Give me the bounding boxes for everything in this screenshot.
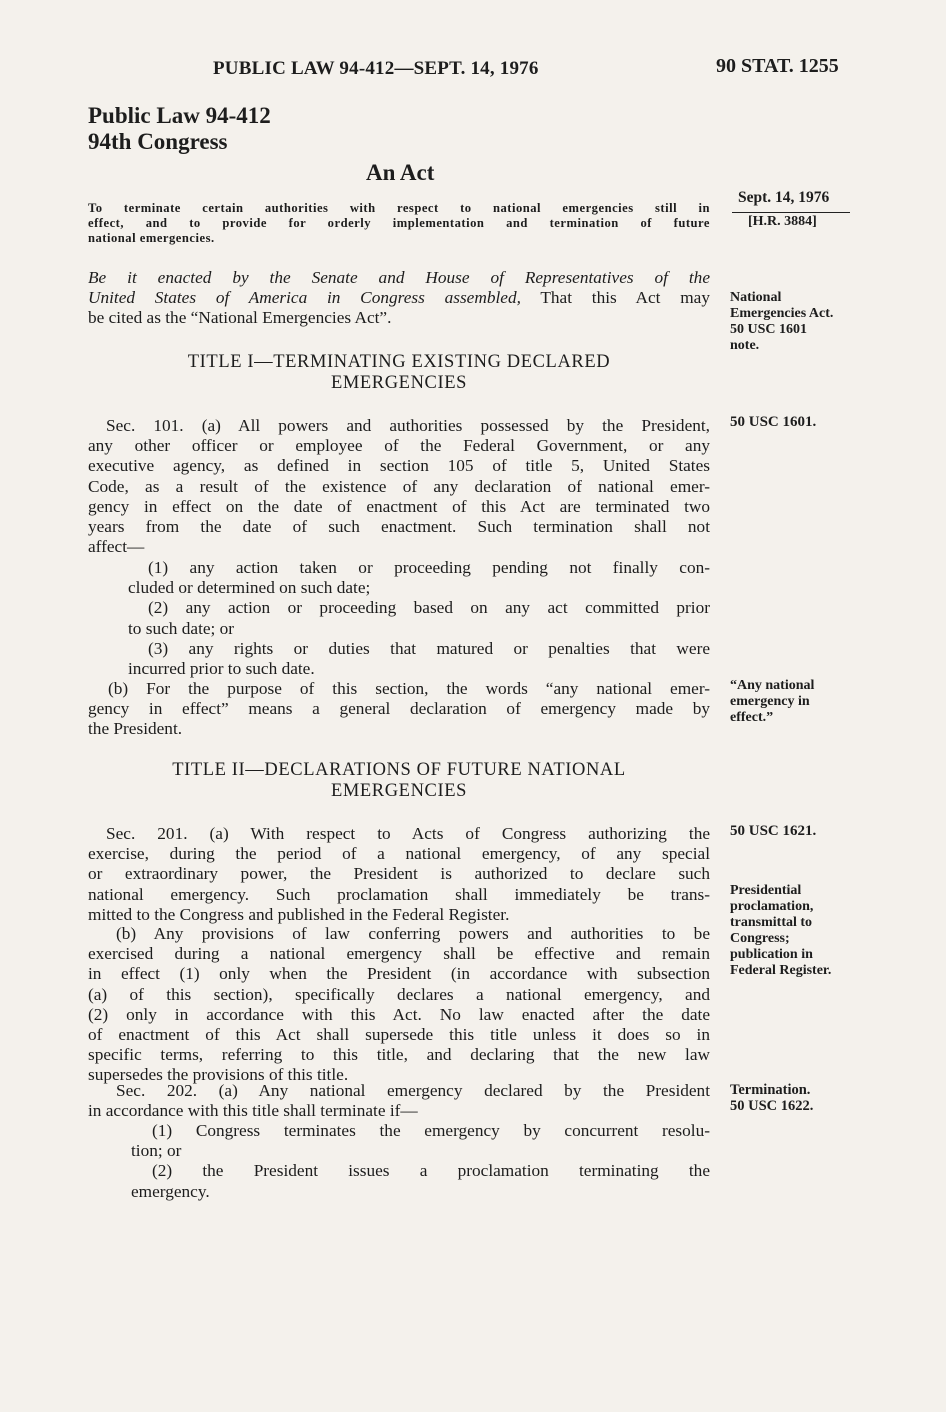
margin-note-usc-1621: 50 USC 1621.: [730, 823, 817, 839]
margin-line: publication in: [730, 947, 813, 962]
margin-line: Termination.: [730, 1082, 811, 1098]
margin-note-any-national-emergency: [730, 678, 860, 726]
sec101-line: executive agency, as defined in section 105 of title 5, United States: [88, 456, 710, 476]
title-1-line: EMERGENCIES: [330, 373, 468, 393]
sec101-item: (3) any rights or duties that matured or penalties that were: [148, 638, 710, 658]
sec101-line: Sec. 101. (a) All powers and authorities possessed by the President,: [106, 416, 710, 435]
margin-line: emergency in: [730, 694, 810, 709]
running-header-left: PUBLIC LAW 94-412—SEPT. 14, 1976: [213, 58, 539, 79]
sec202-item: emergency.: [131, 1181, 210, 1201]
sec101-item: (1) any action taken or proceeding pending not finally con-: [148, 558, 710, 577]
title-1-heading: [88, 352, 710, 394]
purpose-line: national emergencies.: [88, 231, 215, 245]
margin-line: 50 USC 1622.: [730, 1098, 814, 1114]
sec201a-line: exercise, during the period of a national emergency, of any special: [88, 844, 710, 864]
margin-line: “Any national: [730, 678, 815, 693]
congress-number: 94th Congress: [88, 129, 228, 154]
section-101-items: [88, 558, 710, 679]
margin-line: note.: [730, 338, 760, 353]
sec101-item: incurred prior to such date.: [128, 659, 315, 679]
sec101-line: years from the date of such enactment. Such termination shall not: [88, 517, 710, 537]
sec201b-line: exercised during a national emergency shall be effective and remain: [88, 944, 710, 964]
sec202-item: (1) Congress terminates the emergency by concurrent resolu-: [152, 1121, 710, 1140]
sec201a-line: national emergency. Such proclamation shall immediately be trans-: [88, 884, 710, 904]
sec201b-line: of enactment of this Act shall supersede this title unless it does so in: [88, 1025, 710, 1045]
sec201a-line: Sec. 201. (a) With respect to Acts of Congress authorizing the: [106, 824, 710, 843]
title-2-line: TITLE II—DECLARATIONS OF FUTURE NATIONAL: [172, 760, 626, 780]
section-201-a: [88, 824, 710, 925]
sec101-line: Code, as a result of the existence of any declaration of national emer-: [88, 476, 710, 496]
sec101b-line: the President.: [88, 719, 183, 739]
section-202-a: [88, 1081, 710, 1121]
margin-line: 50 USC 1601: [730, 322, 808, 337]
sec101-item: cluded or determined on such date;: [128, 578, 371, 598]
margin-line: National: [730, 290, 782, 305]
public-law-number: Public Law 94-412: [88, 103, 271, 128]
sec201b-line: (b) Any provisions of law conferring powers and authorities to be: [116, 924, 710, 943]
margin-line: effect.”: [730, 710, 774, 725]
margin-note-national-emergencies-act: [730, 290, 860, 354]
enacting-clause: [88, 268, 710, 328]
sec101-line: affect—: [88, 537, 145, 557]
margin-note-presidential-proclamation: [730, 883, 860, 979]
title-2-heading: [88, 760, 710, 802]
section-101-b: [88, 679, 710, 740]
purpose-line: effect, and to provide for orderly implementation and termination of future: [88, 216, 710, 230]
date-rule: [732, 212, 850, 213]
sec101-item: (2) any action or proceeding based on any act committed prior: [148, 598, 710, 618]
sec202a-line: in accordance with this title shall terminate if—: [88, 1101, 418, 1121]
sec101-line: gency in effect on the date of enactment of this Act are terminated two: [88, 496, 710, 516]
margin-note-termination: [730, 1082, 860, 1114]
sec202a-line: Sec. 202. (a) Any national emergency declared by the President: [116, 1081, 710, 1100]
sec201b-line: (a) of this section), specifically declares a national emergency, and: [88, 984, 710, 1004]
sec201a-line: or extraordinary power, the President is authorized to declare such: [88, 864, 710, 884]
margin-line: Federal Register.: [730, 963, 832, 978]
section-202-items: [88, 1121, 710, 1202]
section-201-b: [88, 924, 710, 1086]
purpose-line: To terminate certain authorities with respect to national emergencies still in: [88, 201, 710, 215]
sec101-item: to such date; or: [128, 618, 235, 638]
act-purpose: [88, 201, 710, 246]
sec101-line: any other officer or employee of the Federal Government, or any: [88, 436, 710, 456]
an-act-heading: An Act: [366, 160, 435, 185]
title-2-line: EMERGENCIES: [330, 781, 468, 801]
sec202-item: tion; or: [131, 1141, 182, 1161]
enacting-rest: That this Act may: [520, 288, 710, 307]
page-number-stat: 90 STAT. 1255: [716, 55, 839, 77]
margin-line: transmittal to: [730, 915, 813, 930]
sec101b-line: (b) For the purpose of this section, the words “any national emer-: [108, 679, 710, 698]
sec201b-line: specific terms, referring to this title, and declaring that the new law: [88, 1045, 710, 1065]
margin-note-usc-1601: 50 USC 1601.: [730, 414, 817, 430]
sec202-item: (2) the President issues a proclamation terminating the: [152, 1161, 710, 1181]
enacting-italic-1: Be it enacted by the Senate and House of Representatives of the: [88, 268, 710, 287]
sec201b-line: (2) only in accordance with this Act. No law enacted after the date: [88, 1004, 710, 1024]
sec201b-line: in effect (1) only when the President (in accordance with subsection: [88, 964, 710, 984]
section-101-a: [88, 416, 710, 557]
margin-line: Emergencies Act.: [730, 306, 834, 321]
sec201b-line: supersedes the provisions of this title.: [88, 1065, 349, 1085]
sec201a-line: mitted to the Congress and published in the Federal Register.: [88, 904, 510, 924]
sec101b-line: gency in effect” means a general declaration of emergency made by: [88, 699, 710, 719]
margin-line: Congress;: [730, 931, 790, 946]
margin-line: Presidential: [730, 883, 802, 898]
enacting-italic-2: United States of America in Congress assembled,: [88, 288, 521, 307]
margin-line: proclamation,: [730, 899, 814, 914]
law-title-block: [88, 103, 271, 155]
enactment-date: Sept. 14, 1976: [738, 189, 830, 206]
title-1-line: TITLE I—TERMINATING EXISTING DECLARED: [187, 352, 611, 372]
short-title-line: be cited as the “National Emergencies Act”.: [88, 308, 392, 327]
bill-number: [H.R. 3884]: [748, 214, 817, 229]
